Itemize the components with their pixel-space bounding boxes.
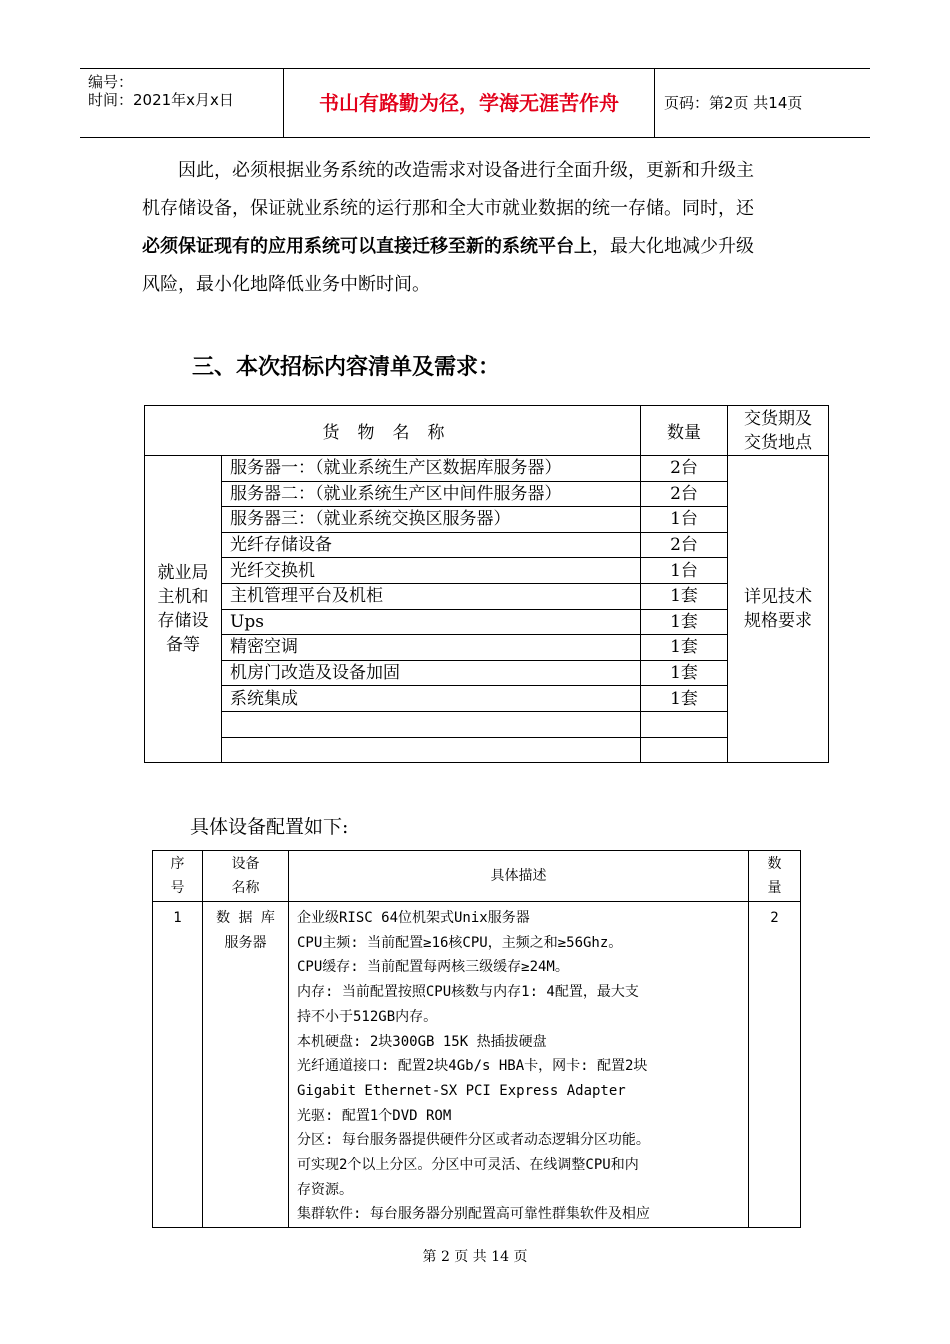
header-text: 数 — [767, 856, 782, 872]
item-qty: 1套 — [641, 660, 728, 686]
header-meta — [80, 69, 283, 137]
row-serial-no: 1 — [153, 902, 203, 1228]
description-line: 企业级RISC 64位机架式Unix服务器 — [297, 910, 530, 926]
item-name — [222, 737, 641, 763]
group-label-line: 就业局 — [157, 563, 209, 584]
item-qty: 1台 — [641, 507, 728, 533]
table-row — [145, 711, 829, 737]
row-description — [289, 902, 749, 1228]
header-device-name — [203, 851, 289, 902]
description-line: 内存: 当前配置按照CPU核数与内存1: 4配置，最大支 — [297, 984, 639, 1001]
item-qty: 1套 — [641, 583, 728, 609]
item-name: 服务器一：（就业系统生产区数据库服务器） — [222, 456, 641, 482]
header-delivery-line-1: 交货期及 — [744, 408, 812, 429]
item-qty — [641, 737, 728, 763]
header-text: 名称 — [231, 880, 260, 896]
intro-paragraph — [142, 152, 812, 304]
item-name: 精密空调 — [222, 635, 641, 661]
table-row — [145, 481, 829, 507]
description-line: 光纤通道接口: 配置2块4Gb/s HBA卡，网卡: 配置2块 — [297, 1058, 648, 1075]
table-row — [153, 902, 801, 1228]
page-footer: 第 2 页 共 14 页 — [422, 1249, 528, 1265]
item-name: 服务器二：（就业系统生产区中间件服务器） — [222, 481, 641, 507]
delivery-note — [728, 456, 829, 763]
serial-label: 编号： — [88, 73, 134, 91]
paragraph-line-1: 因此，必须根据业务系统的改造需求对设备进行全面升级，更新和升级主 — [178, 160, 754, 181]
section-title: 三、本次招标内容清单及需求： — [192, 355, 501, 380]
paragraph-line — [142, 228, 812, 266]
row-device-name — [203, 902, 289, 1228]
paragraph-line: 风险，最小化地降低业务中断时间。 — [142, 274, 430, 295]
table-row — [145, 456, 829, 482]
row-device-name-line: 服务器 — [224, 935, 267, 951]
item-name: 机房门改造及设备加固 — [222, 660, 641, 686]
table-header-row — [153, 851, 801, 902]
item-name: Ups — [222, 609, 641, 635]
header-serial-no — [153, 851, 203, 902]
item-name: 服务器三：（就业系统交换区服务器） — [222, 507, 641, 533]
header-text: 量 — [767, 880, 782, 896]
item-name: 主机管理平台及机柜 — [222, 583, 641, 609]
table-row — [145, 686, 829, 712]
group-label-line: 主机和 — [157, 587, 209, 608]
item-qty: 1套 — [641, 686, 728, 712]
table-row — [145, 558, 829, 584]
description-line: 集群软件: 每台服务器分别配置高可靠性群集软件及相应 — [297, 1206, 650, 1223]
page-header — [80, 68, 870, 138]
item-qty — [641, 711, 728, 737]
header-delivery — [728, 406, 829, 456]
item-name: 光纤存储设备 — [222, 532, 641, 558]
header-text: 序 — [170, 856, 185, 872]
header-quantity — [749, 851, 801, 902]
description-line: CPU缓存: 当前配置每两核三级缓存≥24M。 — [297, 959, 569, 976]
header-goods-name: 货物名称 — [145, 406, 641, 456]
description-line: 光驱: 配置1个DVD ROM — [297, 1107, 452, 1124]
row-device-name-line: 数 据 库 — [216, 910, 275, 926]
equipment-config-table — [152, 850, 801, 1228]
table-row — [145, 635, 829, 661]
time-label: 时间：2021年x月x日 — [88, 91, 234, 109]
header-description: 具体描述 — [289, 851, 749, 902]
description-line: 持不小于512GB内存。 — [297, 1008, 438, 1025]
table-row — [145, 507, 829, 533]
group-label — [145, 456, 222, 763]
group-label-line: 存储设 — [157, 611, 209, 632]
header-quantity: 数量 — [641, 406, 728, 456]
table-row — [145, 532, 829, 558]
sub-title: 具体设备配置如下: — [190, 816, 349, 838]
table-row — [145, 609, 829, 635]
item-name — [222, 711, 641, 737]
header-delivery-line-2: 交货地点 — [744, 432, 812, 453]
item-qty: 2台 — [641, 481, 728, 507]
paragraph-line: 机存储设备，保证就业系统的运行那和全大市就业数据的统一存储。同时，还 — [142, 198, 754, 219]
item-qty: 1套 — [641, 609, 728, 635]
description-line: Gigabit Ethernet-SX PCI Express Adapter — [297, 1082, 626, 1099]
tender-list-table — [144, 405, 829, 763]
item-qty: 1台 — [641, 558, 728, 584]
item-qty: 1套 — [641, 635, 728, 661]
group-label-line: 备等 — [166, 635, 200, 656]
row-quantity: 2 — [749, 902, 801, 1228]
table-row — [145, 660, 829, 686]
description-line: 本机硬盘: 2块300GB 15K 热插拔硬盘 — [297, 1033, 547, 1050]
table-row — [145, 737, 829, 763]
table-header-row — [145, 406, 829, 456]
table-row — [145, 583, 829, 609]
header-text: 号 — [170, 880, 185, 896]
paragraph-line-3-rest: ，最大化地减少升级 — [592, 236, 754, 257]
item-qty: 2台 — [641, 456, 728, 482]
item-name: 系统集成 — [222, 686, 641, 712]
paragraph-bold-text: 必须保证现有的应用系统可以直接迁移至新的系统平台上 — [142, 236, 592, 257]
header-motto: 书山有路勤为径，学海无涯苦作舟 — [283, 69, 655, 137]
description-line: 可实现2个以上分区。分区中可灵活、在线调整CPU和内 — [297, 1157, 639, 1174]
paragraph-line — [142, 152, 812, 190]
description-line: 存资源。 — [297, 1181, 353, 1198]
item-qty: 2台 — [641, 532, 728, 558]
delivery-note-line: 规格要求 — [744, 611, 812, 632]
description-line: CPU主频: 当前配置≥16核CPU，主频之和≥56Ghz。 — [297, 934, 623, 951]
delivery-note-line: 详见技术 — [744, 587, 812, 608]
header-page-label: 页码：第2页 共14页 — [664, 94, 803, 112]
header-text: 设备 — [231, 856, 260, 872]
item-name: 光纤交换机 — [222, 558, 641, 584]
description-line: 分区: 每台服务器提供硬件分区或者动态逻辑分区功能。 — [297, 1132, 650, 1149]
